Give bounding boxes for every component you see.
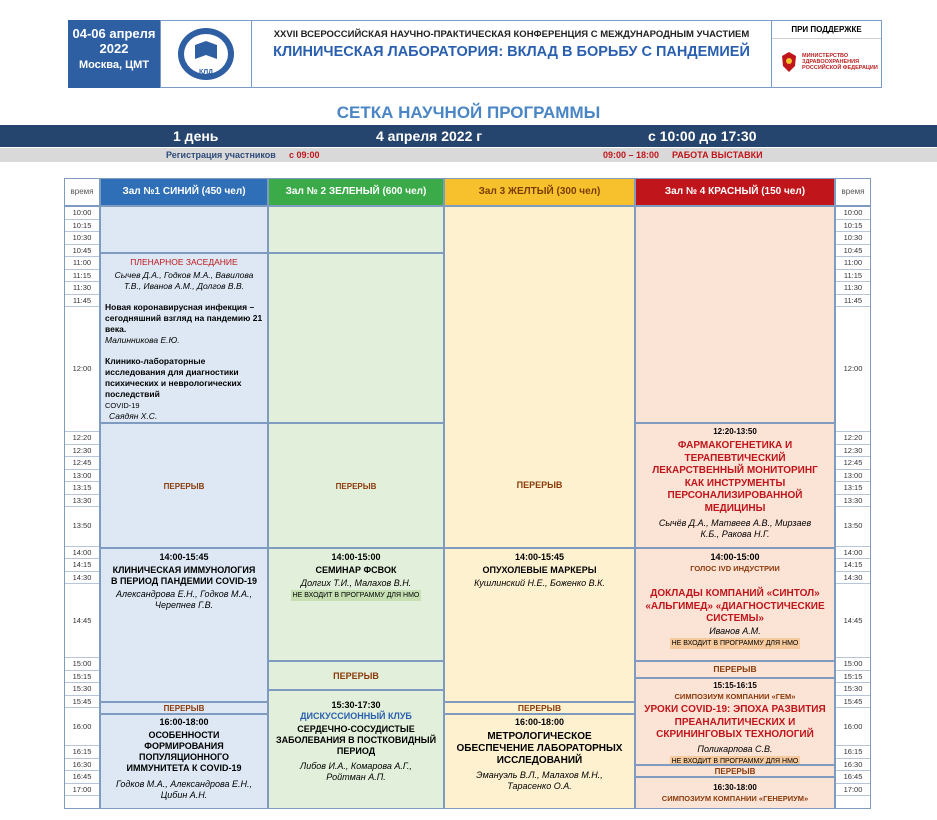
hall-2-break-2 <box>268 661 444 690</box>
plenary-title: ПЛЕНАРНОЕ ЗАСЕДАНИЕ <box>130 257 238 267</box>
hall-4-s2-title: ДОКЛАДЫ КОМПАНИЙ «СИНТОЛ» «АЛЬГИМЕД» «ДИАГНОСТИЧЕСКИЕ СИСТЕМЫ» <box>645 588 825 624</box>
hall-2-header: Зал № 2 ЗЕЛЕНЫЙ (600 чел) <box>268 178 444 206</box>
day-date: 4 апреля 2022 г <box>376 128 483 144</box>
time-slot: 10:45 <box>836 245 870 258</box>
hall-3-morning-break <box>444 206 635 548</box>
time-slot: 17:00 <box>65 784 99 797</box>
time-slot: 13:50 <box>65 507 99 547</box>
event-year: 2022 <box>99 41 129 56</box>
hall-2-empty-slot-2 <box>268 253 444 423</box>
hall-1-break-1 <box>100 423 268 548</box>
hall-4-session-2 <box>635 548 835 661</box>
hall-4-s3-nmo-note: НЕ ВХОДИТ В ПРОГРАММУ ДЛЯ НМО <box>671 757 799 765</box>
hall-4-s3-chair: Поликарпова С.В. <box>697 743 773 754</box>
talk-1-speaker: Малинникова Е.Ю. <box>105 335 180 345</box>
time-slot: 10:00 <box>836 207 870 220</box>
logo-text: КЛД <box>199 69 214 76</box>
hall-2-empty-slot-1 <box>268 206 444 253</box>
time-slot: 12:30 <box>65 445 99 458</box>
time-slot: 14:15 <box>65 559 99 572</box>
hall-3-s1-chairs: Кушлинский Н.Е., Боженко В.К. <box>474 578 605 588</box>
hall-4-header: Зал № 4 КРАСНЫЙ (150 чел) <box>635 178 835 206</box>
time-slot: 15:30 <box>836 683 870 696</box>
time-header-right: время <box>835 178 871 206</box>
exhibit-time: 09:00 – 18:00 <box>603 150 660 160</box>
talk-1-title: Новая коронавирусная инфекция – сегодняшний взгляд на пандемию 21 века. <box>105 302 263 334</box>
hall-1-s2-title: КЛИНИЧЕСКАЯ ИММУНОЛОГИЯ В ПЕРИОД ПАНДЕМИИ COVID-19 <box>110 565 258 586</box>
day-band <box>0 125 937 147</box>
time-slot: 11:15 <box>65 270 99 283</box>
time-slot: 14:45 <box>65 584 99 658</box>
time-slot: 13:30 <box>65 495 99 508</box>
time-slot: 14:30 <box>65 572 99 585</box>
hall-3-s2-time: 16:00-18:00 <box>514 717 565 727</box>
hall-3-header: Зал 3 ЖЕЛТЫЙ (300 чел) <box>444 178 635 206</box>
time-slot: 10:30 <box>65 232 99 245</box>
hall-2-break-1 <box>268 423 444 548</box>
hall-4-break-1-label: ПЕРЕРЫВ <box>713 664 757 674</box>
time-slot: 13:30 <box>836 495 870 508</box>
time-slot: 13:50 <box>836 507 870 547</box>
exhibit-label: РАБОТА ВЫСТАВКИ <box>672 150 763 160</box>
hall-2-s1-chairs: Долгих Т.И., Малахов В.Н. <box>300 578 412 588</box>
time-slot: 15:15 <box>836 671 870 684</box>
hall-3-break-2-label: ПЕРЕРЫВ <box>517 703 562 713</box>
hall-2-session-1 <box>268 548 444 661</box>
conference-title-box <box>252 20 772 88</box>
hall-1-s2-chairs: Александрова Е.Н., Годков М.А., Черепнев Г.В. <box>115 589 252 610</box>
time-slot: 12:45 <box>836 457 870 470</box>
time-slot: 16:00 <box>836 708 870 746</box>
hall-3-s1-time: 14:00-15:45 <box>514 552 565 562</box>
hall-2-s2-time: 15:30-17:30 <box>331 700 381 710</box>
event-place: Москва, ЦМТ <box>78 59 150 71</box>
time-slot: 10:15 <box>836 220 870 233</box>
hall-4-break-2-label: ПЕРЕРЫВ <box>714 767 756 776</box>
hall-2-s2-title: СЕРДЕЧНО-СОСУДИСТЫЕ ЗАБОЛЕВАНИЯ В ПОСТКОВИДНЫЙ ПЕРИОД <box>275 724 437 756</box>
hall-4-s1-title: ФАРМАКОГЕНЕТИКА И ТЕРАПЕВТИЧЕСКИЙ ЛЕКАРСТВЕННЫЙ МОНИТОРИНГ КАК ИНСТРУМЕНТЫ ПЕРСОНАЛИЗИРОВАННОЙ МЕДИЦИНЫ <box>652 440 818 514</box>
hall-1-break-2 <box>100 702 268 714</box>
hall-3-break-2 <box>444 702 635 714</box>
time-slot: 12:00 <box>836 307 870 432</box>
hall-4-s3-label: СИМПОЗИУМ КОМПАНИИ «ГЕМ» <box>674 692 796 701</box>
time-slot: 10:45 <box>65 245 99 258</box>
hall-4-s2-chair: Иванов А.М. <box>709 625 761 636</box>
hall-4-empty-slot <box>635 206 835 423</box>
registration-time: с 09:00 <box>289 150 320 160</box>
ministry-name: МИНИСТЕРСТВО ЗДРАВООХРАНЕНИЯ РОССИЙСКОЙ ФЕДЕРАЦИИ <box>802 53 878 71</box>
time-slot: 11:00 <box>836 257 870 270</box>
conference-logo <box>160 20 252 88</box>
support-box <box>772 20 882 88</box>
time-slot: 12:00 <box>65 307 99 432</box>
hall-3-session-1 <box>444 548 635 702</box>
time-slot: 16:15 <box>836 746 870 759</box>
event-dates-box <box>68 20 160 88</box>
hall-4-s1-time: 12:20-13:50 <box>713 427 757 436</box>
talk-2-title: Клинико-лабораторные исследования для диагностики психических и неврологических последствий <box>105 356 242 399</box>
hall-2-s1-title: СЕМИНАР ФСВОК <box>315 565 397 575</box>
time-slot: 14:15 <box>836 559 870 572</box>
hall-2-s1-time: 14:00-15:00 <box>331 552 381 562</box>
time-slot: 13:00 <box>836 470 870 483</box>
time-slot: 12:45 <box>65 457 99 470</box>
time-slot: 12:30 <box>836 445 870 458</box>
time-slot: 15:30 <box>65 683 99 696</box>
hall-2-s2-chairs: Либов И.А., Комарова А.Г., Ройтман А.П. <box>300 761 412 782</box>
hall-4-s4-label: СИМПОЗИУМ КОМПАНИИ «ГЕНЕРИУМ» <box>661 794 809 803</box>
hall-2-s2-label: ДИСКУССИОННЫЙ КЛУБ <box>300 711 412 721</box>
time-slot: 16:15 <box>65 746 99 759</box>
hall-3-s1-title: ОПУХОЛЕВЫЕ МАРКЕРЫ <box>482 565 597 575</box>
plenary-chairs: Сычев Д.А., Годков М.А., Вавилова Т.В., Иванов А.М., Долгов В.В. <box>114 270 254 291</box>
hall-4-s3-time: 15:15-16:15 <box>713 681 757 690</box>
event-dates: 04-06 апреля <box>72 26 156 41</box>
time-slot: 16:30 <box>65 759 99 772</box>
hall-4-session-1 <box>635 423 835 548</box>
time-slot: 15:00 <box>65 658 99 671</box>
hall-1-session-3 <box>100 714 268 809</box>
hall-1-s3-time: 16:00-18:00 <box>159 717 209 727</box>
time-slot: 11:30 <box>836 282 870 295</box>
hall-4-session-4 <box>635 777 835 809</box>
time-slot: 14:00 <box>65 547 99 560</box>
hall-1-header: Зал №1 СИНИЙ (450 чел) <box>100 178 268 206</box>
time-slot: 16:30 <box>836 759 870 772</box>
time-slot: 16:45 <box>65 771 99 784</box>
hall-1-s2-time: 14:00-15:45 <box>159 552 209 562</box>
hall-2-break-2-label: ПЕРЕРЫВ <box>333 671 379 681</box>
grid-title: СЕТКА НАУЧНОЙ ПРОГРАММЫ <box>336 103 601 122</box>
hall-2-session-2 <box>268 690 444 809</box>
conference-subtitle: XXVII ВСЕРОССИЙСКАЯ НАУЧНО-ПРАКТИЧЕСКАЯ КОНФЕРЕНЦИЯ С МЕЖДУНАРОДНЫМ УЧАСТИЕМ <box>273 29 750 40</box>
hall-3-s2-title: МЕТРОЛОГИЧЕСКОЕ ОБЕСПЕЧЕНИЕ ЛАБОРАТОРНЫХ ИССЛЕДОВАНИЙ <box>456 731 623 766</box>
time-slot: 14:00 <box>836 547 870 560</box>
day-label: 1 день <box>173 128 219 144</box>
hall-1-s3-title: ОСОБЕННОСТИ ФОРМИРОВАНИЯ ПОПУЛЯЦИОННОГО ИММУНИТЕТА К COVID-19 <box>126 730 242 773</box>
time-slot: 13:00 <box>65 470 99 483</box>
time-slot: 17:00 <box>836 784 870 797</box>
time-slot: 11:30 <box>65 282 99 295</box>
hall-4-s2-nmo-note: НЕ ВХОДИТ В ПРОГРАММУ ДЛЯ НМО <box>671 639 799 647</box>
coat-of-arms-icon <box>780 51 798 73</box>
time-column-left <box>64 206 100 809</box>
time-slot: 16:45 <box>836 771 870 784</box>
registration-label: Регистрация участников <box>166 150 276 160</box>
hall-4-s4-time: 16:30-18:00 <box>713 783 757 792</box>
talk-2-covid: COVID-19 <box>105 401 140 410</box>
hall-1-plenary <box>100 253 268 423</box>
hall-4-s1-chairs: Сычёв Д.А., Матвеев А.В., Мирзаев К.Б., Ракова Н.Г. <box>658 518 812 539</box>
time-slot: 13:15 <box>65 482 99 495</box>
hall-1-break-2-label: ПЕРЕРЫВ <box>163 704 205 713</box>
time-slot: 15:15 <box>65 671 99 684</box>
time-slot: 12:20 <box>65 432 99 445</box>
time-slot: 11:00 <box>65 257 99 270</box>
time-slot: 14:30 <box>836 572 870 585</box>
hall-4-break-1 <box>635 661 835 678</box>
hall-3-break-1-label: ПЕРЕРЫВ <box>516 480 563 490</box>
time-slot: 15:00 <box>836 658 870 671</box>
hall-4-break-2 <box>635 765 835 777</box>
time-slot: 13:15 <box>836 482 870 495</box>
day-time: с 10:00 до 17:30 <box>648 128 757 144</box>
hall-2-s1-nmo-note: НЕ ВХОДИТ В ПРОГРАММУ ДЛЯ НМО <box>292 592 420 599</box>
time-slot: 12:20 <box>836 432 870 445</box>
hall-4-s2-time: 14:00-15:00 <box>710 552 760 562</box>
registration-band <box>0 148 937 162</box>
time-slot: 11:45 <box>65 295 99 308</box>
hall-4-s2-label: ГОЛОС IVD ИНДУСТРИИ <box>690 564 780 573</box>
time-slot: 10:00 <box>65 207 99 220</box>
time-slot: 10:15 <box>65 220 99 233</box>
hall-1-break-1-label: ПЕРЕРЫВ <box>163 482 205 491</box>
time-header-left: время <box>64 178 100 206</box>
time-slot: 11:15 <box>836 270 870 283</box>
time-column-right <box>835 206 871 809</box>
hall-4-s3-title: УРОКИ COVID-19: ЭПОХА РАЗВИТИЯ ПРЕАНАЛИТИЧЕСКИХ И СКРИНИНГОВЫХ ТЕХНОЛОГИЙ <box>644 704 826 740</box>
hall-3-s2-chairs: Эмануэль В.Л., Малахов М.Н., Тарасенко О.А. <box>476 770 603 791</box>
talk-2-speaker: Саядян Х.С. <box>109 411 158 421</box>
time-slot: 15:45 <box>836 696 870 709</box>
time-slot: 16:00 <box>65 708 99 746</box>
hall-1-s3-chairs: Годков М.А., Александрова Е.Н., Цибин А.Н. <box>115 779 252 800</box>
time-slot: 10:30 <box>836 232 870 245</box>
support-label: ПРИ ПОДДЕРЖКЕ <box>772 21 881 39</box>
hall-4-session-3 <box>635 678 835 765</box>
time-slot: 15:45 <box>65 696 99 709</box>
time-slot: 11:45 <box>836 295 870 308</box>
hall-1-empty-slot <box>100 206 268 253</box>
time-slot: 14:45 <box>836 584 870 658</box>
hall-1-session-2 <box>100 548 268 702</box>
hall-2-break-1-label: ПЕРЕРЫВ <box>335 482 377 491</box>
conference-title: КЛИНИЧЕСКАЯ ЛАБОРАТОРИЯ: ВКЛАД В БОРЬБУ С ПАНДЕМИЕЙ <box>273 44 750 60</box>
hall-3-session-2 <box>444 714 635 809</box>
